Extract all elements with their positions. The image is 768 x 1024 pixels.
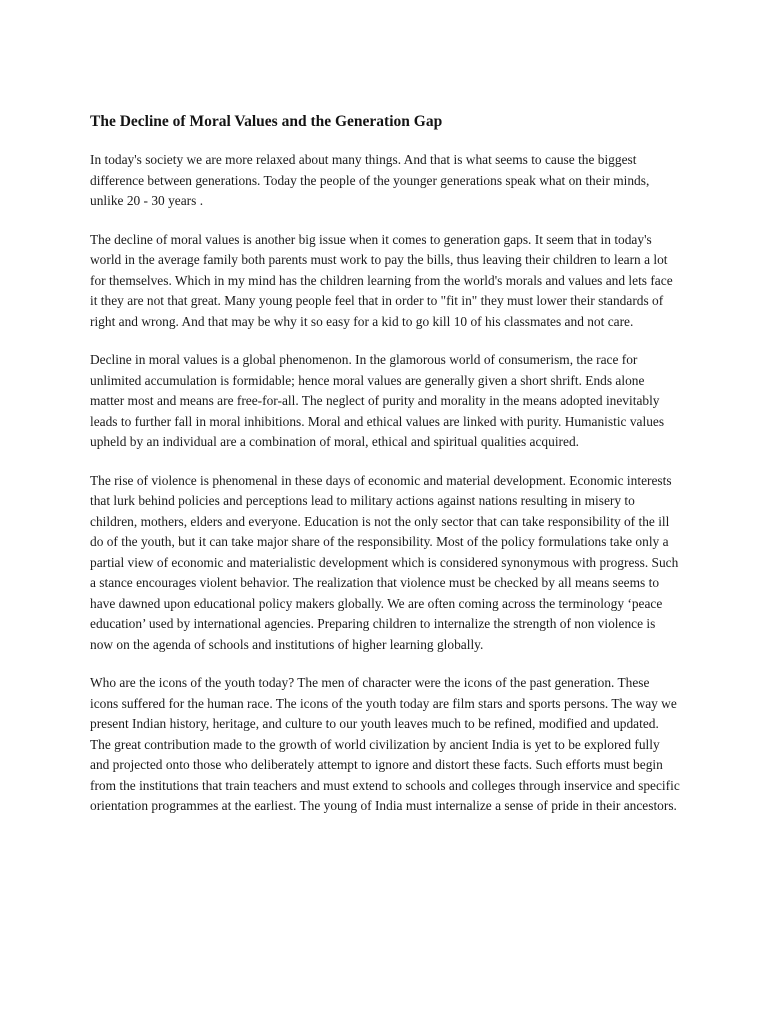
paragraph-icons-of-youth: Who are the icons of the youth today? The men of character were the icons of the past generation. These icons suffered for the human race. The icons of the youth today are film stars and sports persons. The way we present Indian history, heritage, and culture to our youth leaves much to be refined, modified and updated. The great contribution made to the growth of world civilization by ancient India is yet to be explored fully and projected onto those who deliberately attempt to ignore and distort these facts. Such efforts must begin from the institutions that train teachers and must extend to schools and colleges through inservice and specific orientation programmes at the earliest. The young of India must internalize a sense of pride in their ancestors.: [90, 675, 680, 813]
document-body: [90, 112, 680, 835]
paragraph-global-phenomenon: Decline in moral values is a global phenomenon. In the glamorous world of consumerism, the race for unlimited accumulation is formidable; hence moral values are generally given a short shrift. Ends alone matter most and means are free-for-all. The neglect of purity and morality in the means adopted inevitably leads to further fall in moral inhibitions. Moral and ethical values are linked with purity. Humanistic values upheld by an individual are a combination of moral, ethical and spiritual qualities acquired.: [90, 352, 665, 449]
paragraph-intro: In today's society we are more relaxed about many things. And that is what seems to cause the biggest difference between generations. Today the people of the younger generations speak what on their minds, unlike 20 - 30 years .: [90, 152, 650, 208]
document-title: The Decline of Moral Values and the Generation Gap: [90, 113, 443, 130]
paragraph-decline-moral-values: The decline of moral values is another big issue when it comes to generation gaps. It seem that in today's world in the average family both parents must work to pay the bills, thus leaving their children to learn a lot for themselves. Which in my mind has the children learning from the world's morals and values and lets face it they are not that great. Many young people feel that in order to "fit in" they must lower their standards of right and wrong. And that may be why it so easy for a kid to go kill 10 of his classmates and not care.: [90, 231, 673, 329]
paragraph-rise-of-violence: The rise of violence is phenomenal in these days of economic and material development. Economic interests that lurk behind policies and perceptions lead to military actions against nations resulting in misery to children, mothers, elders and everyone. Education is not the only sector that can take responsibility of the ill do of the youth, but it can take major share of the responsibility. Most of the policy formulations take only a partial view of economic and materialistic development which is considered synonymous with progress. Such a stance encourages violent behavior. The realization that violence must be checked by all means seems to have dawned upon educational policy makers globally. We are often coming across the terminology ‘peace education’ used by international agencies. Preparing children to internalize the strength of non violence is now on the agenda of schools and institutions of higher learning globally.: [90, 472, 679, 652]
